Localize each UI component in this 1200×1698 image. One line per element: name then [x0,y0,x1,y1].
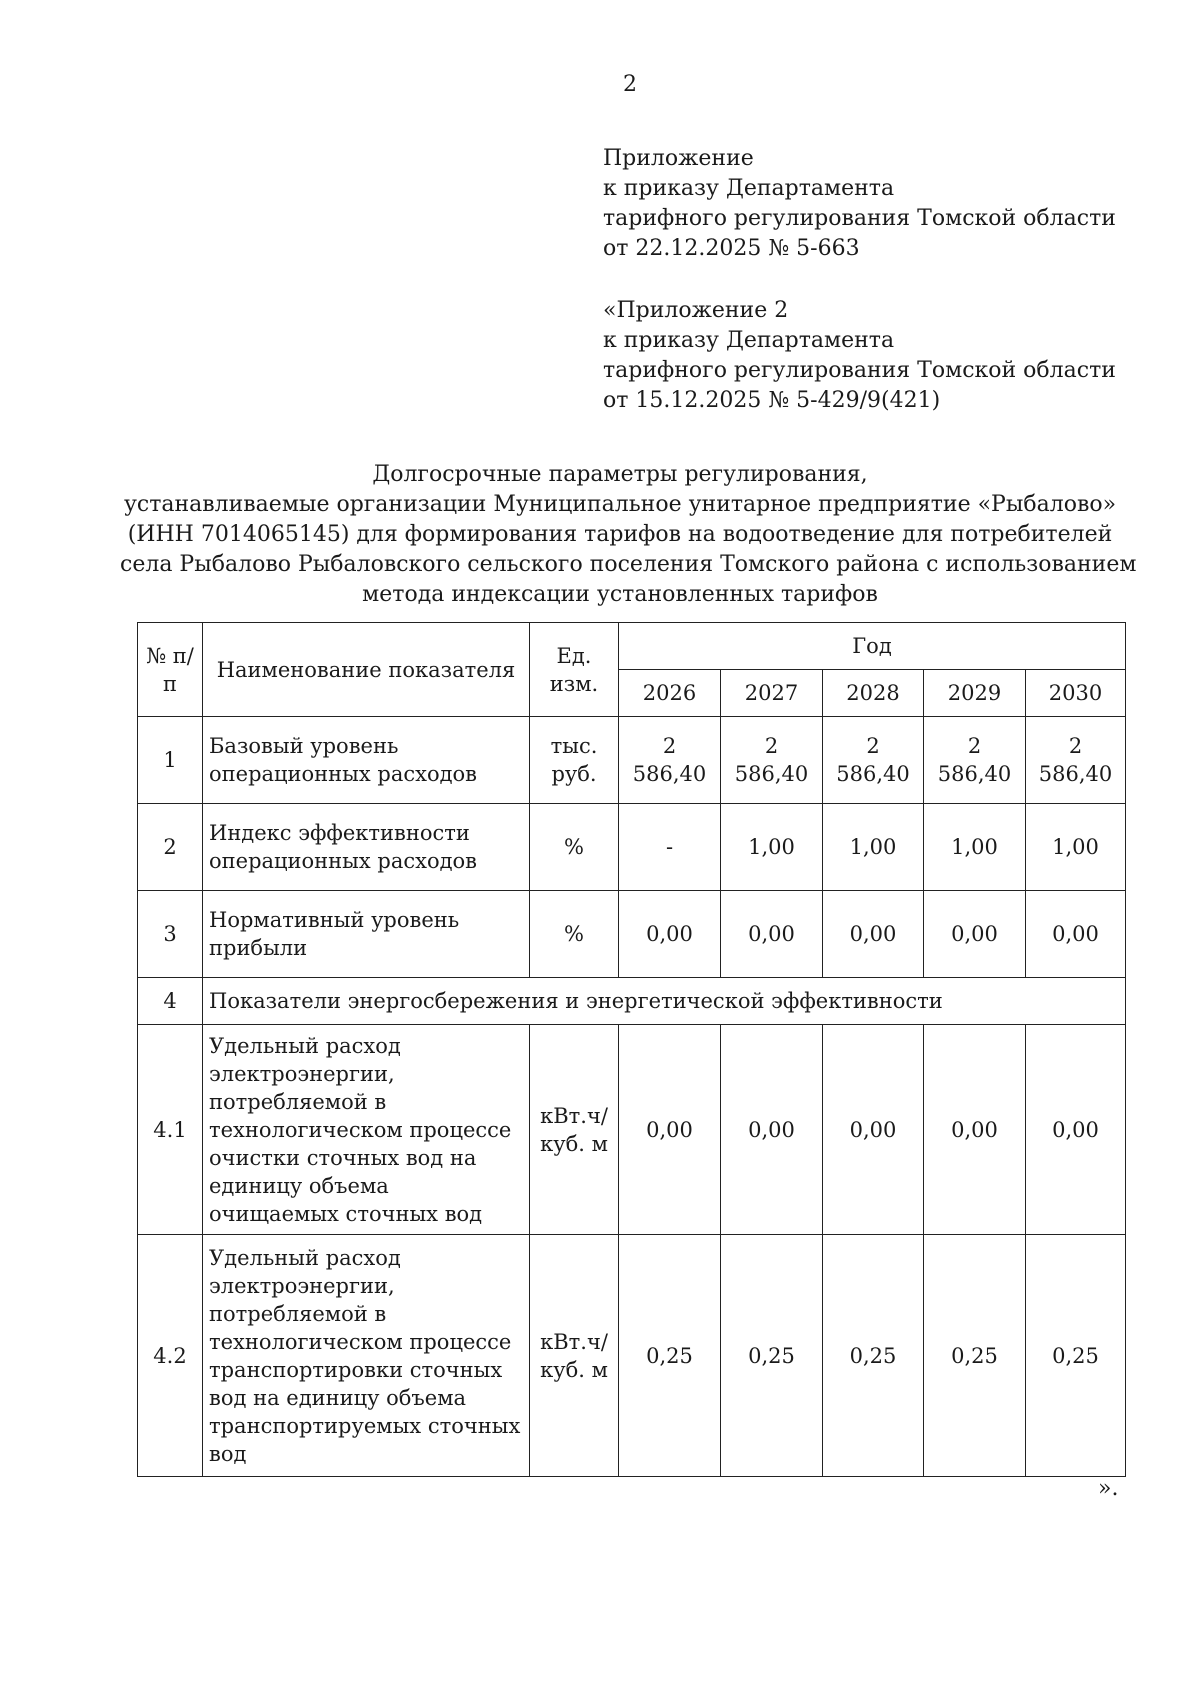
appendix-current [603,144,1116,264]
row-value: 1,00 [924,804,1026,891]
appendix-current-line: тарифного регулирования Томской области [603,206,1116,231]
header-year: 2030 [1026,670,1126,717]
row-unit: кВт.ч/ куб. м [530,1235,619,1477]
row-value: 0,25 [721,1235,823,1477]
row-unit: кВт.ч/ куб. м [530,1025,619,1235]
appendix-current-line: к приказу Департамента [603,176,895,201]
row-value: 2 586,40 [823,717,924,804]
title-line: (ИНН 7014065145) для формирования тарифов на водоотведение для потребителей [127,522,1113,547]
row-value: 0,00 [924,1025,1026,1235]
appendix-previous-line: к приказу Департамента [603,328,895,353]
header-year: 2027 [721,670,823,717]
parameters-table [137,622,1126,1477]
row-value: 1,00 [721,804,823,891]
row-name: Удельный расход электроэнергии, потребляемой в технологическом процессе транспортировки сточных вод на единицу объема транспортируемых сточных вод [203,1235,530,1477]
row-unit: тыс. руб. [530,717,619,804]
row-num: 1 [138,717,203,804]
row-name: Удельный расход электроэнергии, потребляемой в технологическом процессе очистки сточных вод на единицу объема очищаемых сточных вод [203,1025,530,1235]
table-row [138,717,1126,804]
appendix-previous [603,296,1116,416]
table-row [138,891,1126,978]
page-number: 2 [623,72,637,97]
header-name: Наименование показателя [203,623,530,717]
row-value: 0,00 [619,1025,721,1235]
row-value: - [619,804,721,891]
row-name: Индекс эффективности операционных расходов [203,804,530,891]
header-year: 2028 [823,670,924,717]
row-value: 0,00 [1026,891,1126,978]
row-value: 1,00 [1026,804,1126,891]
row-name: Нормативный уровень прибыли [203,891,530,978]
row-value: 0,00 [823,1025,924,1235]
table-row [138,804,1126,891]
row-value: 0,25 [823,1235,924,1477]
row-name: Базовый уровень операционных расходов [203,717,530,804]
title-line: села Рыбалово Рыбаловского сельского поселения Томского района с использованием [120,552,1137,577]
row-num: 2 [138,804,203,891]
row-value: 2 586,40 [721,717,823,804]
title-line: Долгосрочные параметры регулирования, [372,462,868,487]
row-value: 0,00 [823,891,924,978]
title-line: устанавливаемые организации Муниципальное унитарное предприятие «Рыбалово» [123,492,1117,517]
row-value: 0,00 [721,1025,823,1235]
appendix-current-line: Приложение [603,146,754,171]
row-value: 1,00 [823,804,924,891]
appendix-previous-line: «Приложение 2 [603,298,789,323]
header-num: № п/п [138,623,203,717]
row-value: 0,00 [924,891,1026,978]
header-unit: Ед. изм. [530,623,619,717]
row-num: 4.1 [138,1025,203,1235]
appendix-current-line: от 22.12.2025 № 5-663 [603,236,860,261]
row-num: 3 [138,891,203,978]
header-row [138,623,1126,670]
appendix-previous-line: тарифного регулирования Томской области [603,358,1116,383]
table-row [138,1025,1126,1235]
row-num: 4 [138,978,203,1025]
appendix-previous-line: от 15.12.2025 № 5-429/9(421) [603,388,941,413]
row-value: 2 586,40 [924,717,1026,804]
row-unit: % [530,891,619,978]
row-value: 2 586,40 [619,717,721,804]
closing-quote-mark: ». [1098,1476,1119,1501]
row-value: 0,25 [924,1235,1026,1477]
header-year-group: Год [619,623,1126,670]
document-title [120,460,1137,610]
title-line: метода индексации установленных тарифов [362,582,878,607]
row-value: 0,00 [619,891,721,978]
row-value: 0,00 [1026,1025,1126,1235]
row-num: 4.2 [138,1235,203,1477]
row-value: 0,00 [721,891,823,978]
table-section-row [138,978,1126,1025]
row-unit: % [530,804,619,891]
row-value: 0,25 [619,1235,721,1477]
row-value: 0,25 [1026,1235,1126,1477]
header-year: 2029 [924,670,1026,717]
header-year: 2026 [619,670,721,717]
section-name: Показатели энергосбережения и энергетической эффективности [203,978,1126,1025]
table-row [138,1235,1126,1477]
row-value: 2 586,40 [1026,717,1126,804]
